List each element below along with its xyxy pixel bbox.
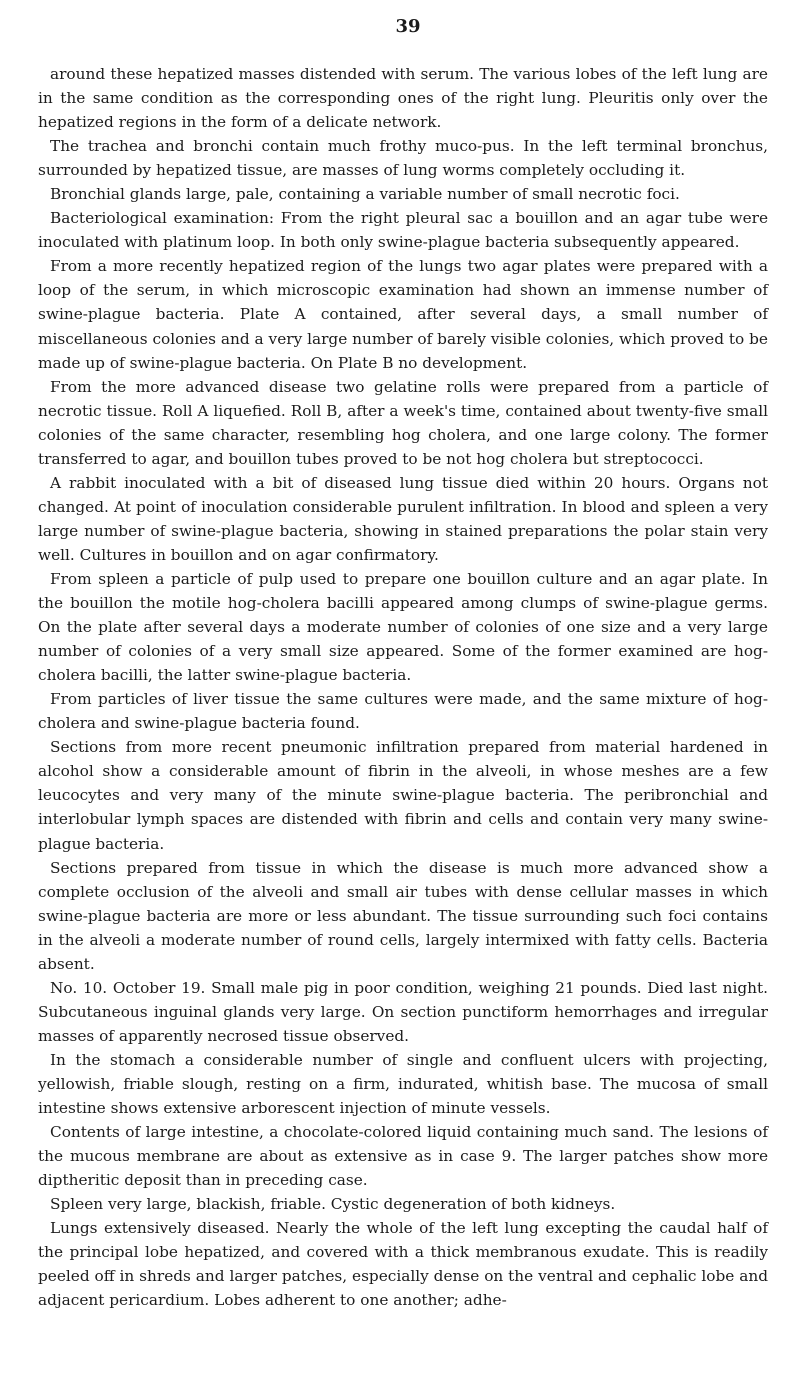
paragraph-advanced-sections: Sections prepared from tissue in which the disease is much more advanced show a complete occlusion of the alveoli and small air tubes with dense cellular masses in which swine-plague bacteria are more or less abundant. The tissue surrounding such foci contains in the alveoli a moderate number of round cells, largely intermixed with fatty cells. Bacteria absent.: [38, 858, 768, 973]
paragraph-spleen-culture: From spleen a particle of pulp used to prepare one bouillon culture and an agar plate. In the bouillon the motile hog-cholera bacilli appeared among clumps of swine-plague germs. On the plate after several days a moderate number of colonies of one size and a very large number of colonies of a very small size appeared. Some of the former examined are hog-cholera bacilli, the latter swine-plague bacteria.: [38, 569, 768, 685]
paragraph-lung-lobes: around these hepatized masses distended with serum. The various lobes of the left lung are in the same condition as the corresponding ones of the right lung. Pleuritis only over the hepatized regions in the form of a delicate network.: [38, 65, 768, 132]
paragraph-trachea: The trachea and bronchi contain much frothy muco-pus. In the left terminal bronchus, surrounded by hepatized tissue, are masses of lung worms completely occluding it.: [38, 137, 768, 180]
document-page: [38, 14, 768, 1312]
paragraph-gelatine-rolls: From the more advanced disease two gelatine rolls were prepared from a particle of necrotic tissue. Roll A liquefied. Roll B, after a week's time, contained about twenty-five small colonies of the same character, resembling hog cholera, and one large colony. The former transferred to agar, and bouillon tubes proved to be not hog cholera but streptococci.: [38, 377, 768, 468]
paragraph-case-10: No. 10. October 19. Small male pig in poor condition, weighing 21 pounds. Died last night. Subcutaneous inguinal glands very large. On section punctiform hemorrhages and irregular masses of apparently necrosed tissue observed.: [38, 978, 768, 1045]
page-number: 39: [395, 16, 421, 37]
paragraph-rabbit-inoculation: A rabbit inoculated with a bit of diseased lung tissue died within 20 hours. Organs not changed. At point of inoculation considerable purulent infiltration. In blood and spleen a very large number of swine-plague bacteria, showing in stained preparations the polar stain very well. Cultures in bouillon and on agar confirmatory.: [38, 473, 768, 564]
paragraph-large-intestine: Contents of large intestine, a chocolate-colored liquid containing much sand. The lesions of the mucous membrane are about as extensive as in case 9. The larger patches show more diptheritic deposit than in preceding case.: [38, 1123, 768, 1190]
paragraph-bronchial-glands: Bronchial glands large, pale, containing a variable number of small necrotic foci.: [50, 185, 680, 204]
paragraph-stomach: In the stomach a considerable number of single and confluent ulcers with projecting, yellowish, friable slough, resting on a firm, indurated, whitish base. The mucosa of small intestine shows extensive arborescent injection of minute vessels.: [38, 1050, 768, 1118]
paragraph-liver-cultures: From particles of liver tissue the same cultures were made, and the same mixture of hog-cholera and swine-plague bacteria found.: [38, 690, 768, 733]
paragraph-bacteriological-exam: Bacteriological examination: From the right pleural sac a bouillon and an agar tube were inoculated with platinum loop. In both only swine-plague bacteria subsequently appeared.: [38, 209, 768, 252]
paragraph-spleen-kidneys: Spleen very large, blackish, friable. Cystic degeneration of both kidneys.: [50, 1195, 616, 1214]
paragraph-lungs: Lungs extensively diseased. Nearly the whole of the left lung excepting the caudal half of the principal lobe hepatized, and covered with a thick membranous exudate. This is readily peeled off in shreds and larger patches, especially dense on the ventral and cephalic lobe and adjacent pericardium. Lobes adherent to one another; adhe-: [38, 1219, 768, 1310]
paragraph-agar-plates: From a more recently hepatized region of the lungs two agar plates were prepared with a loop of the serum, in which microscopic examination had shown an immense number of swine-plague bacteria. Plate A contained, after several days, a small number of miscellaneous colonies and a very large number of barely visible colonies, which proved to be made up of swine-plague bacteria. On Plate B no development.: [38, 257, 768, 372]
paragraph-recent-sections: Sections from more recent pneumonic infiltration prepared from material hardened in alcohol show a considerable amount of fibrin in the alveoli, in whose meshes are a few leucocytes and very many of the minute swine-plague bacteria. The peribronchial and interlobular lymph spaces are distended with fibrin and cells and contain very many swine-plague bacteria.: [38, 738, 768, 853]
